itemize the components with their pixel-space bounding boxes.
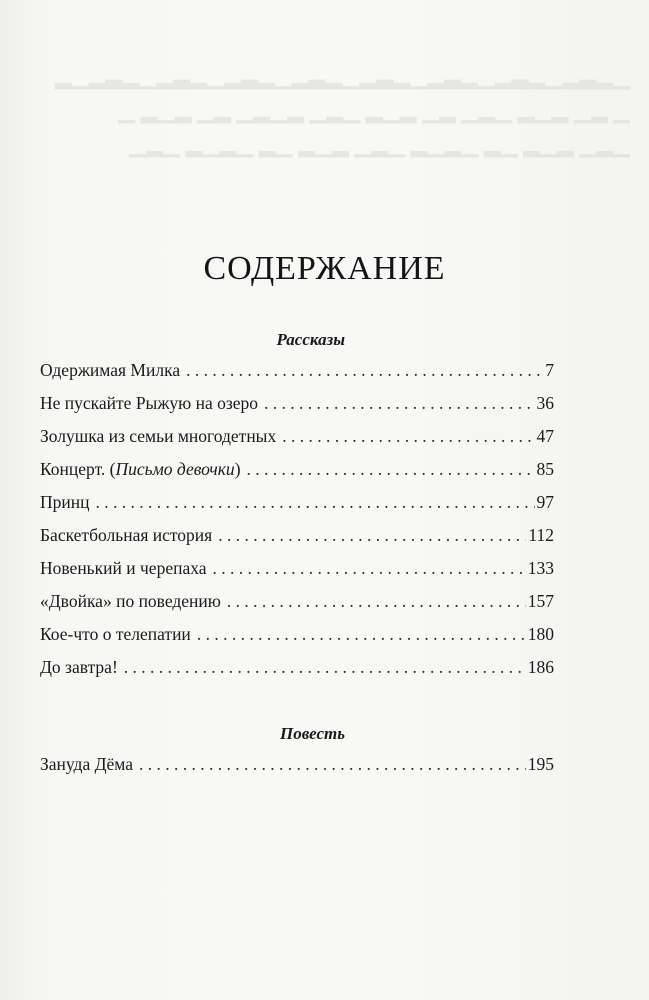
entry-title: До завтра! [40, 657, 118, 677]
entry-title: Новенький и черепаха [40, 558, 207, 578]
toc-entry[interactable] [40, 591, 554, 624]
entry-title [40, 459, 241, 480]
dot-leader [227, 591, 526, 612]
dot-leader [247, 459, 535, 480]
dot-leader [186, 360, 543, 381]
toc-entry[interactable] [40, 393, 554, 426]
toc-entry[interactable] [40, 360, 554, 393]
entry-title: Кое-что о телепатии [40, 624, 191, 644]
toc-list-novella [40, 754, 554, 787]
entry-page-number: 157 [527, 591, 554, 611]
toc-entry[interactable] [40, 754, 554, 787]
entry-page-number: 180 [527, 624, 554, 644]
entry-page-number: 85 [536, 459, 554, 479]
toc-list-stories [40, 360, 554, 690]
entry-page-number: 47 [536, 426, 554, 446]
page-title: СОДЕРЖАНИЕ [203, 250, 446, 287]
dot-leader [197, 624, 526, 645]
entry-title: Не пускайте Рыжую на озеро [40, 393, 259, 413]
dot-leader [139, 754, 526, 775]
entry-page-number: 195 [527, 754, 554, 774]
entry-title: «Двойка» по поведению [40, 591, 221, 611]
entry-page-number: 133 [527, 558, 554, 578]
entry-title: Зануда Дёма [40, 754, 134, 774]
toc-entry[interactable] [40, 426, 554, 459]
entry-page-number: 97 [536, 492, 554, 512]
dot-leader [95, 492, 534, 513]
dot-leader [282, 426, 534, 447]
entry-page-number: 112 [528, 525, 554, 545]
toc-entry[interactable] [40, 657, 554, 690]
entry-title: Принц [40, 492, 90, 512]
entry-title-end: ) [234, 459, 241, 479]
entry-title-main: Концерт. ( [40, 459, 116, 479]
dot-leader [218, 525, 526, 546]
dot-leader [213, 558, 526, 579]
toc-entry[interactable] [40, 624, 554, 657]
toc-entry[interactable] [40, 558, 554, 591]
toc-entry[interactable] [40, 459, 554, 492]
entry-title: Одержимая Милка [40, 360, 181, 380]
entry-title: Золушка из семьи многодетных [40, 426, 277, 446]
entry-subtitle: Письмо девочки [115, 459, 235, 479]
show-through-text: ▁▂▃▂▁▂▃▂▁▂▃▂▁▂▃▂▁▂▃▂▁▂▃▂▁▂▃▂▁▂▃▂▁▂ ▁ ▂▁ ▂▁▂ ▁▂▁ ▂▁ ▂▁▂ ▁▂▁ ▂▁▂▁ ▂▁ ▂▁▂ ▁ ▁▂▁ ▂▁▂ ▁▂ ▁▂▁▂ ▁▂▁ ▂▁▂ ▁▂ ▁▂▁▂ ▁▂▁ [54, 64, 630, 157]
entry-page-number: 186 [527, 657, 554, 677]
toc-entry[interactable] [40, 492, 554, 525]
section-heading-novella: Повесть [280, 724, 345, 743]
entry-title: Баскетбольная история [40, 525, 213, 545]
entry-page-number: 7 [545, 360, 554, 380]
section-heading-stories: Рассказы [276, 330, 345, 349]
toc-entry[interactable] [40, 525, 554, 558]
entry-page-number: 36 [536, 393, 554, 413]
dot-leader [264, 393, 534, 414]
dot-leader [124, 657, 526, 678]
